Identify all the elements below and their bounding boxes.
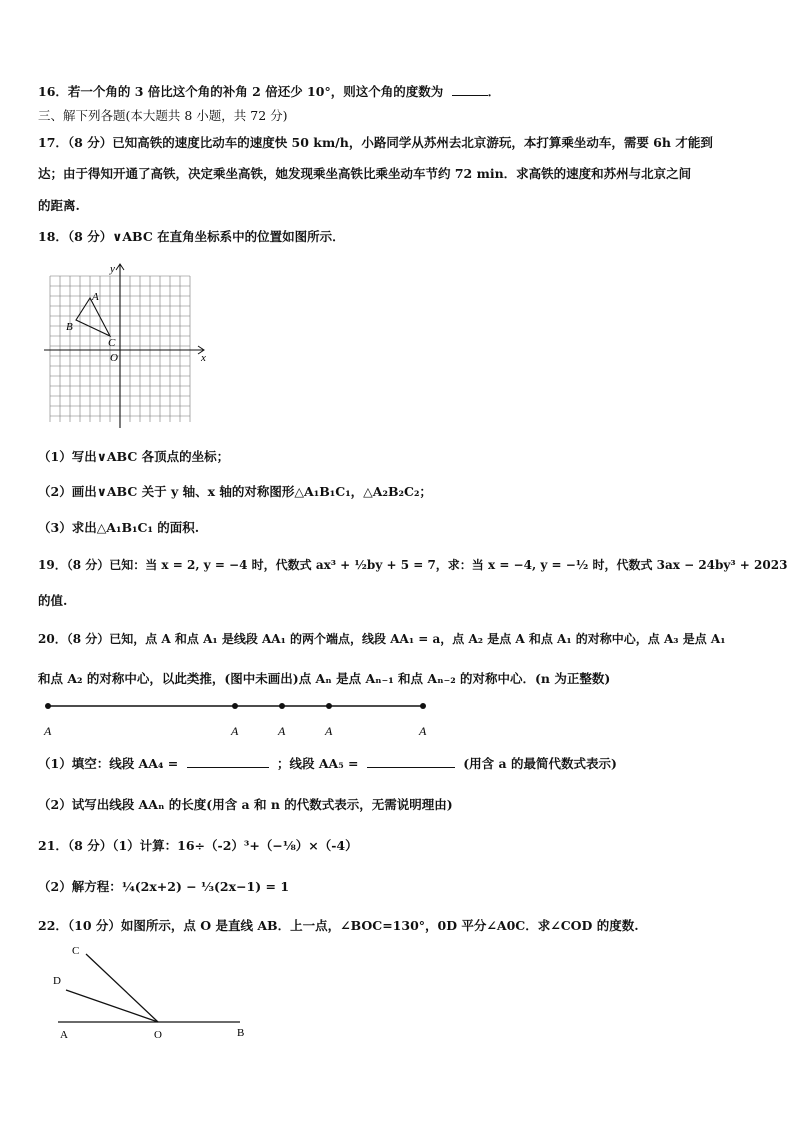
question-18-part-3: （3）求出△A₁B₁C₁ 的面积. <box>38 520 200 535</box>
point-a <box>45 703 51 709</box>
fill-in-prefix: （1）填空：线段 AA₄ = <box>38 756 179 771</box>
question-16-text: 16．若一个角的 3 倍比这个角的补角 2 倍还少 10°，则这个角的度数为 <box>38 84 444 99</box>
point-a1 <box>420 703 426 709</box>
ray-oc <box>86 954 158 1022</box>
question-17-line-1: 17．（8 分）已知高铁的速度比动车的速度快 50 km/h，小路同学从苏州去北京游玩，本打算乘坐动车，需要 6h 才能到 <box>38 135 713 150</box>
coordinate-grid-figure <box>38 258 218 428</box>
fill-in-middle: ；线段 AA₅ = <box>276 756 359 771</box>
question-18-part-2: （2）画出∨ABC 关于 y 轴、x 轴的对称图形△A₁B₁C₁，△A₂B₂C₂； <box>38 484 432 499</box>
question-17-line-3: 的距离. <box>38 198 80 213</box>
label-b: B <box>237 1027 245 1039</box>
point-label: A <box>278 724 286 738</box>
point-label: A <box>419 724 427 738</box>
x-axis-label: x <box>201 352 206 364</box>
section-three-heading: 三、解下列各题(本大题共 8 小题，共 72 分) <box>38 108 288 123</box>
point-label: A <box>44 724 52 738</box>
vertex-c-label: C <box>108 337 116 349</box>
fill-in-suffix: (用含 a 的最简代数式表示) <box>463 756 617 771</box>
label-o: O <box>154 1029 162 1041</box>
question-18-intro: 18．（8 分）∨ABC 在直角坐标系中的位置如图所示． <box>38 229 345 244</box>
question-22-text: 22．（10 分）如图所示，点 O 是直线 AB．上一点，∠BOC=130°，0D 平分∠A0C．求∠COD 的度数. <box>38 918 639 933</box>
point-a2 <box>232 703 238 709</box>
label-d: D <box>53 975 61 987</box>
point-label: A <box>231 724 239 738</box>
question-16-tail: ． <box>487 84 501 99</box>
question-20-part-2: （2）试写出线段 AAₙ 的长度(用含 a 和 n 的代数式表示，无需说明理由) <box>38 797 453 812</box>
vertex-a-label: A <box>92 291 99 303</box>
question-20-line-2: 和点 A₂ 的对称中心，以此类推，(图中未画出)点 Aₙ 是点 Aₙ₋₁ 和点 Aₙ₋₂ 的对称中心．(n 为正整数) <box>38 671 611 686</box>
segment-figure <box>38 696 438 742</box>
point-label: A <box>325 724 333 738</box>
ray-od <box>66 990 158 1022</box>
label-a: A <box>60 1029 68 1041</box>
label-c: C <box>72 945 80 957</box>
y-axis-label: y <box>110 263 115 275</box>
origin-label: O <box>110 352 118 364</box>
point-a4 <box>279 703 285 709</box>
angle-figure <box>48 940 268 1045</box>
triangle-abc <box>76 298 110 336</box>
question-20-line-1: 20．（8 分）已知，点 A 和点 A₁ 是线段 AA₁ 的两个端点，线段 AA₁ = a，点 A₂ 是点 A 和点 A₁ 的对称中心，点 A₃ 是点 A₁ <box>38 632 726 646</box>
question-21-part-1: 21．（8 分）（1）计算：16÷（-2）³+（−⅛）×（-4） <box>38 838 358 853</box>
point-a3 <box>326 703 332 709</box>
question-19-line-1: 19．（8 分）已知：当 x = 2, y = −4 时，代数式 ax³ + ½by + 5 = 7，求：当 x = −4, y = −½ 时，代数式 3ax − 24by³ + 2023 <box>38 558 788 572</box>
vertex-b-label: B <box>66 321 73 333</box>
question-18-part-1: （1）写出∨ABC 各顶点的坐标； <box>38 449 230 464</box>
question-16 <box>38 83 500 100</box>
question-19-line-2: 的值. <box>38 593 68 608</box>
answer-blank <box>187 755 269 768</box>
answer-blank <box>452 83 488 96</box>
question-20-fill-in <box>38 755 617 772</box>
answer-blank <box>367 755 455 768</box>
question-21-part-2: （2）解方程：¼(2x+2) − ⅓(2x−1) = 1 <box>38 879 290 894</box>
question-17-line-2: 达；由于得知开通了高铁，决定乘坐高铁，她发现乘坐高铁比乘坐动车节约 72 min．求高铁的速度和苏州与北京之间 <box>38 166 692 181</box>
